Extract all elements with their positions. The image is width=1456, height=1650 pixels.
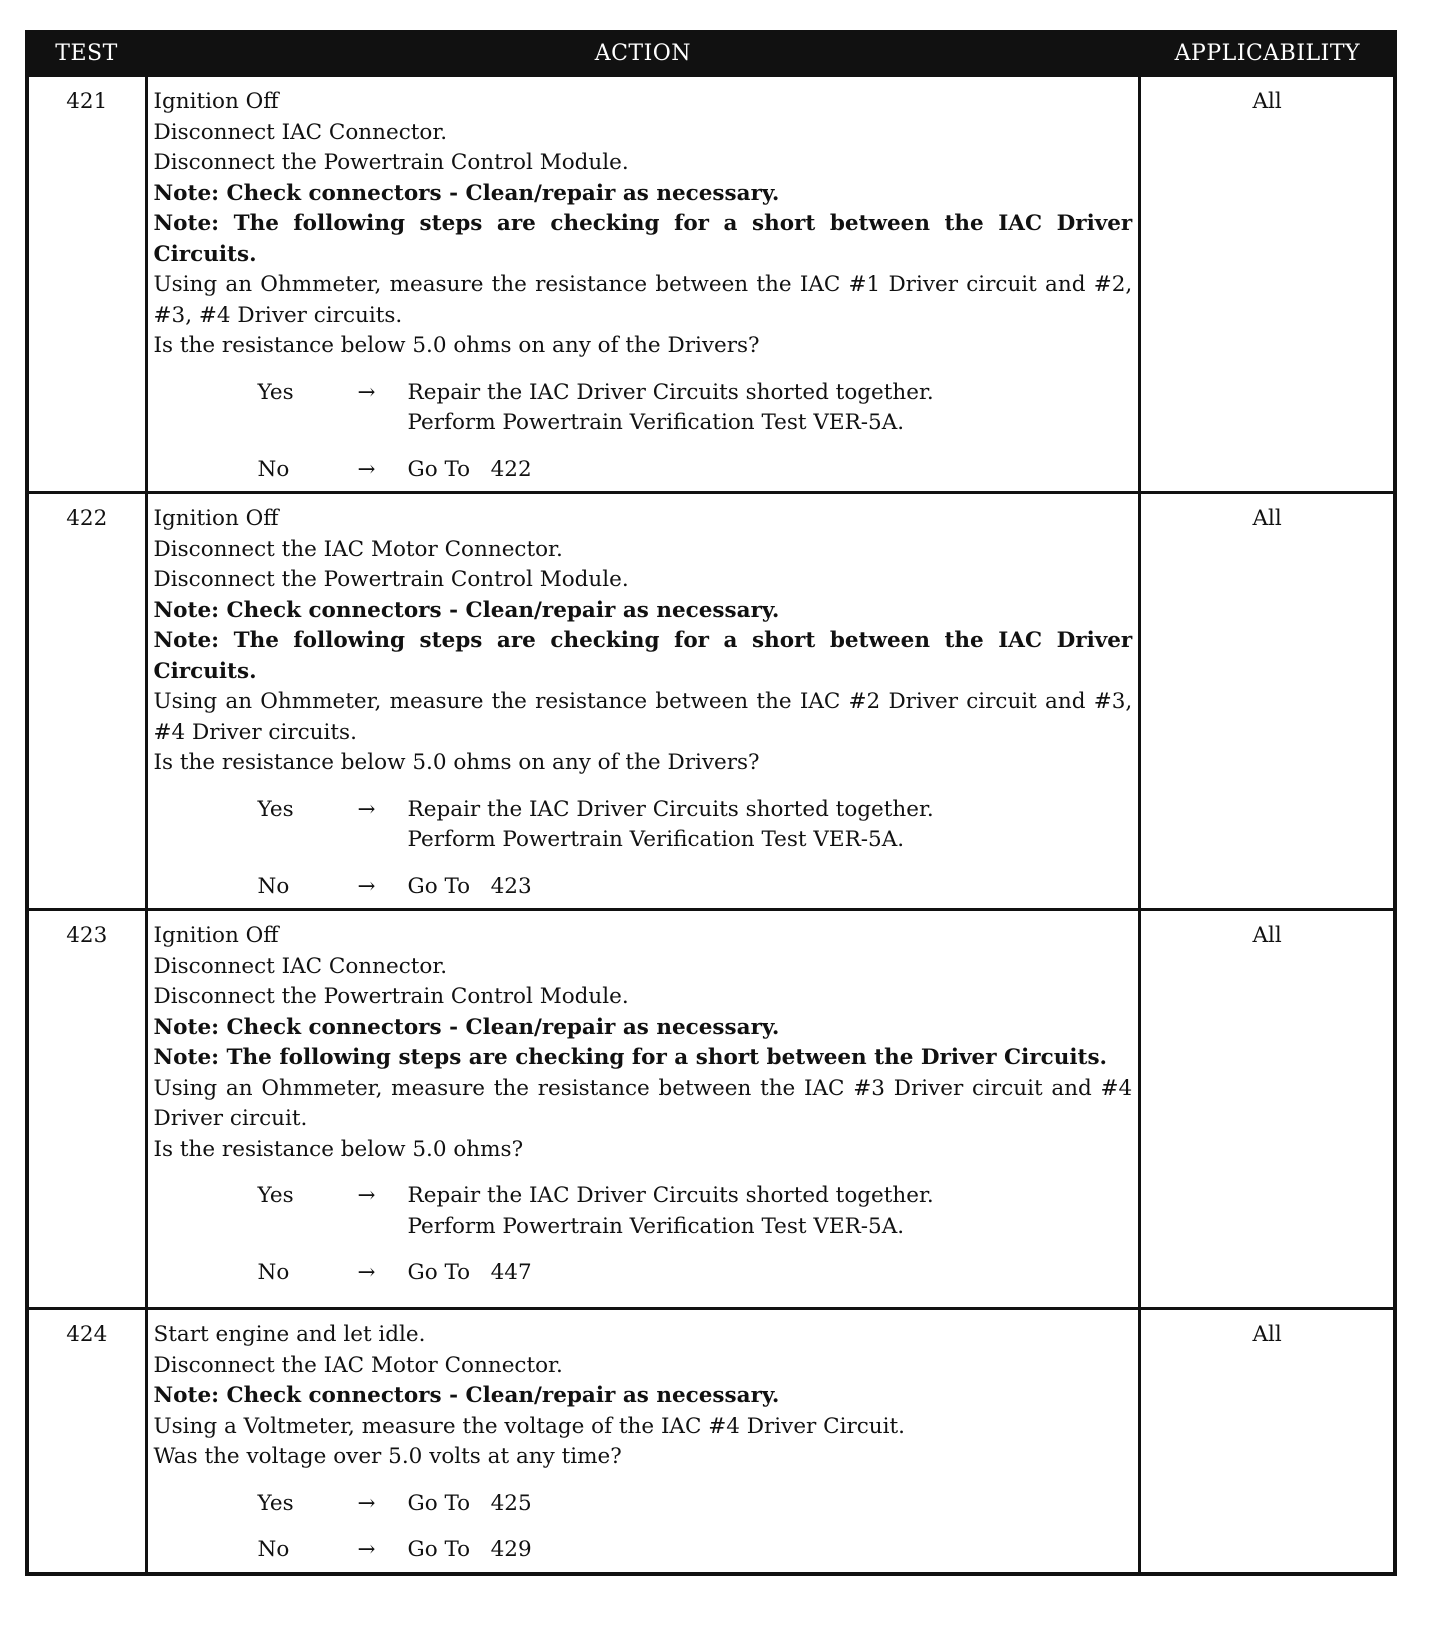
no-result: Go To 423 — [407, 873, 532, 899]
applicability-cell: All — [1140, 75, 1395, 493]
yes-result-line: Repair the IAC Driver Circuits shorted together. — [407, 379, 934, 405]
action-cell — [146, 493, 1140, 910]
header-action: ACTION — [146, 32, 1140, 75]
yes-result — [408, 378, 1133, 439]
arrow-icon: → — [357, 1183, 376, 1208]
header-applicability: APPLICABILITY — [1140, 32, 1395, 75]
arrow-icon: → — [357, 1260, 376, 1285]
table-row — [27, 75, 1395, 493]
arrow-icon: → — [357, 379, 376, 405]
table-row — [27, 910, 1395, 1309]
step-line: Using an Ohmmeter, measure the resistance between the IAC #2 Driver circuit and #3, #4 Driver circuits. — [153, 689, 1133, 745]
step-line: Was the voltage over 5.0 volts at any time? — [153, 1444, 622, 1469]
step-line: Disconnect IAC Connector. — [153, 953, 448, 979]
yes-result — [408, 1181, 1133, 1242]
yes-result-line: Repair the IAC Driver Circuits shorted together. — [407, 796, 934, 822]
step-line: Disconnect the IAC Motor Connector. — [153, 536, 563, 562]
no-response — [258, 1535, 1133, 1566]
test-number: 424 — [27, 1309, 146, 1574]
step-line: Disconnect the Powertrain Control Module. — [153, 567, 629, 592]
yes-response — [258, 378, 1133, 439]
step-line: Start engine and let idle. — [153, 1322, 426, 1347]
note-line: Note: Check connectors - Clean/repair as necessary. — [153, 597, 780, 623]
yes-result-line: Perform Powertrain Verification Test VER-5A. — [407, 1213, 905, 1239]
header-test: TEST — [27, 32, 146, 75]
test-number: 422 — [27, 493, 146, 910]
yes-result — [408, 1489, 1133, 1520]
step-line: Is the resistance below 5.0 ohms on any of the Drivers? — [153, 333, 760, 358]
arrow-icon: → — [357, 796, 376, 822]
no-label: No — [257, 1537, 290, 1562]
note-line: Note: The following steps are checking for a short between the IAC Driver Circuits. — [153, 628, 1133, 684]
step-line: Disconnect the Powertrain Control Module. — [153, 984, 629, 1009]
action-cell — [146, 75, 1140, 493]
step-line: Using a Voltmeter, measure the voltage of the IAC #4 Driver Circuit. — [153, 1413, 905, 1439]
arrow-icon: → — [357, 873, 376, 899]
table-row — [27, 1309, 1395, 1574]
no-result: Go To 447 — [407, 1260, 532, 1285]
table-header-row — [27, 32, 1395, 75]
step-line: Using an Ohmmeter, measure the resistance between the IAC #1 Driver circuit and #2, #3, #4 Driver circuits. — [153, 272, 1133, 328]
test-number: 421 — [27, 75, 146, 493]
note-line: Note: The following steps are checking for a short between the IAC Driver Circuits. — [153, 211, 1133, 267]
yes-result-line: Go To 425 — [407, 1490, 532, 1516]
yes-label: Yes — [257, 796, 294, 822]
step-line: Ignition Off — [153, 923, 279, 948]
yes-result-line: Perform Powertrain Verification Test VER-5A. — [407, 410, 905, 435]
yes-result-line: Perform Powertrain Verification Test VER-5A. — [407, 827, 905, 852]
note-line: Note: The following steps are checking for a short between the Driver Circuits. — [153, 1045, 1108, 1070]
step-line: Is the resistance below 5.0 ohms on any of the Drivers? — [153, 750, 760, 775]
yes-result — [408, 795, 1133, 856]
table-body — [27, 75, 1395, 1574]
arrow-icon: → — [357, 456, 376, 482]
arrow-icon: → — [357, 1537, 376, 1562]
table-row — [27, 493, 1395, 910]
yes-response — [258, 1181, 1133, 1242]
step-line: Ignition Off — [153, 506, 279, 531]
no-result: Go To 429 — [407, 1537, 532, 1562]
action-cell — [146, 1309, 1140, 1574]
no-result: Go To 422 — [407, 456, 532, 482]
step-line: Using an Ohmmeter, measure the resistance between the IAC #3 Driver circuit and #4 Driver circuit. — [153, 1075, 1133, 1131]
note-line: Note: Check connectors - Clean/repair as necessary. — [153, 180, 780, 206]
yes-response — [258, 1489, 1133, 1520]
step-line: Disconnect the Powertrain Control Module. — [153, 150, 629, 175]
note-line: Note: Check connectors - Clean/repair as necessary. — [153, 1383, 780, 1408]
no-label: No — [257, 1260, 290, 1285]
no-label: No — [257, 873, 290, 899]
applicability-cell: All — [1140, 1309, 1395, 1574]
diagnostic-test-table — [25, 30, 1397, 1576]
step-line: Disconnect IAC Connector. — [153, 119, 448, 145]
diagnostic-test-table-container — [25, 30, 1397, 1576]
applicability-cell: All — [1140, 493, 1395, 910]
arrow-icon: → — [357, 1490, 376, 1516]
applicability-cell: All — [1140, 910, 1395, 1309]
yes-label: Yes — [257, 1183, 294, 1208]
test-number: 423 — [27, 910, 146, 1309]
yes-result-line: Repair the IAC Driver Circuits shorted together. — [407, 1183, 934, 1208]
note-line: Note: Check connectors - Clean/repair as necessary. — [153, 1014, 780, 1040]
step-line: Is the resistance below 5.0 ohms? — [153, 1136, 524, 1162]
no-response — [258, 1258, 1133, 1289]
no-response — [258, 455, 1133, 486]
action-cell — [146, 910, 1140, 1309]
yes-response — [258, 795, 1133, 856]
no-label: No — [257, 456, 290, 482]
step-line: Ignition Off — [153, 89, 279, 114]
yes-label: Yes — [257, 379, 294, 405]
yes-label: Yes — [257, 1490, 294, 1516]
step-line: Disconnect the IAC Motor Connector. — [153, 1352, 563, 1378]
no-response — [258, 872, 1133, 903]
